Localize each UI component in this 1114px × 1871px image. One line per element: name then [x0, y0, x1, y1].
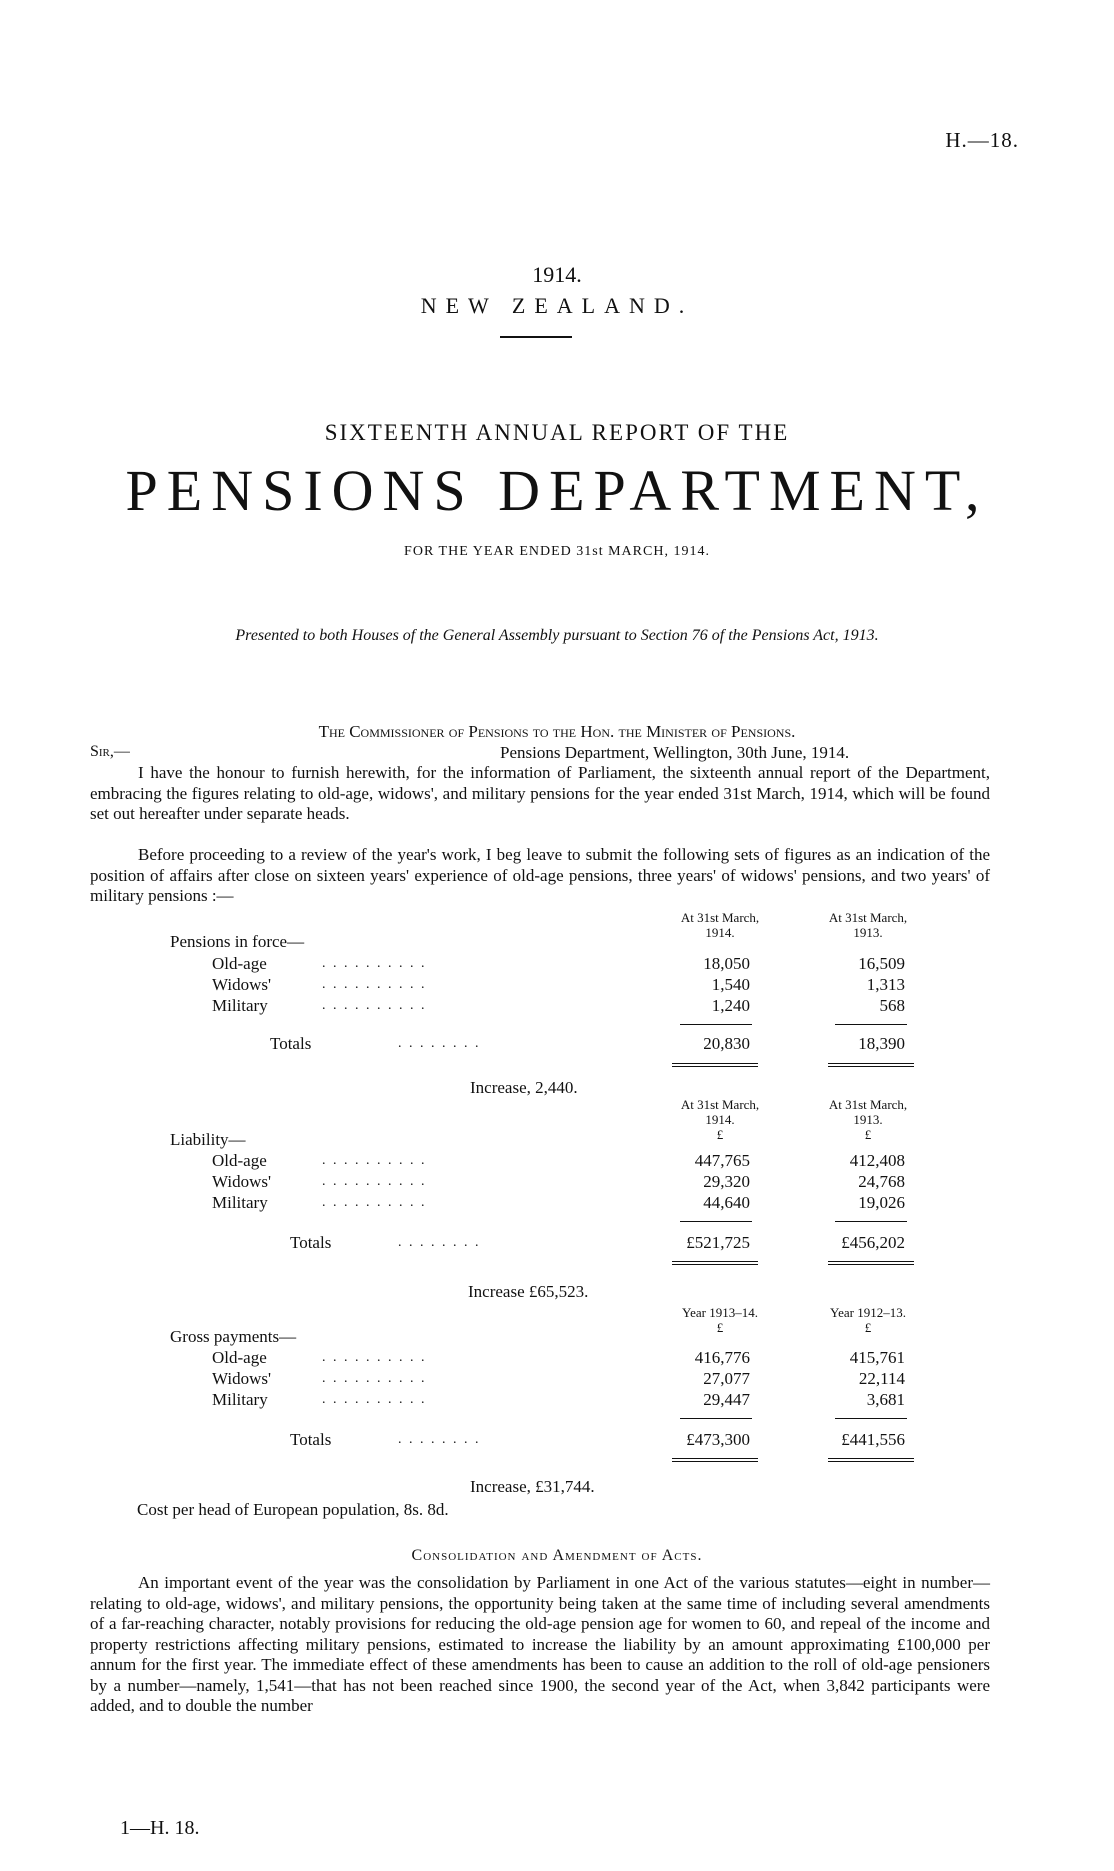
total-double-rule [672, 1458, 758, 1462]
increase-line: Increase, £31,744. [470, 1477, 595, 1496]
col-header-1914: At 31st March, 1914. £ [680, 1097, 760, 1142]
leader-dots: . . . . . . . . [398, 1036, 481, 1051]
row-label: Widows' [212, 1172, 272, 1191]
total-1912-13: £441,556 [841, 1430, 905, 1449]
total-double-rule [828, 1063, 914, 1067]
row-label: Military [212, 996, 268, 1015]
section-label: Pensions in force— [170, 932, 305, 951]
col-header-1914: At 31st March, 1914. [680, 910, 760, 940]
leader-dots: . . . . . . . . . . [322, 1174, 427, 1189]
leader-dots: . . . . . . . . [398, 1235, 481, 1250]
leader-dots: . . . . . . . . . . [322, 1350, 427, 1365]
row-label: Old-age [212, 1348, 267, 1367]
presented-line: Presented to both Houses of the General Assembly pursuant to Section 76 of the Pensions Act, 1913. [235, 627, 879, 644]
value-1914: 447,765 [694, 1151, 750, 1170]
value-1913: 19,026 [858, 1193, 905, 1212]
value-1913: 24,768 [858, 1172, 905, 1191]
title-rule [500, 336, 572, 338]
total-1913: £456,202 [841, 1233, 905, 1252]
row-label: Widows' [212, 1369, 272, 1388]
value-1913-14: 416,776 [694, 1348, 750, 1367]
subtotal-rule [680, 1418, 752, 1419]
subtotal-rule [835, 1221, 907, 1222]
dateline: Pensions Department, Wellington, 30th June, 1914. [500, 743, 850, 762]
leader-dots: . . . . . . . . . . [322, 1153, 427, 1168]
leader-dots: . . . . . . . . . . [322, 956, 427, 971]
document-reference: H.—18. [945, 128, 1019, 152]
row-label: Military [212, 1193, 268, 1212]
report-year: 1914. [532, 262, 582, 287]
subtotal-rule [835, 1024, 907, 1025]
country-name: NEW ZEALAND. [420, 293, 694, 318]
page-footer: 1—H. 18. [120, 1817, 200, 1839]
leader-dots: . . . . . . . . . . [322, 998, 427, 1013]
total-1913: 18,390 [858, 1034, 905, 1053]
totals-label: Totals [270, 1034, 312, 1053]
total-1914: 20,830 [703, 1034, 750, 1053]
total-1914: £521,725 [686, 1233, 750, 1252]
row-label: Old-age [212, 954, 267, 973]
year-ended-line: FOR THE YEAR ENDED 31st MARCH, 1914. [404, 544, 710, 559]
row-label: Old-age [212, 1151, 267, 1170]
increase-line: Increase, 2,440. [470, 1078, 578, 1097]
value-1914: 44,640 [703, 1193, 750, 1212]
value-1913: 568 [879, 996, 905, 1015]
department-title: PENSIONS DEPARTMENT, [125, 458, 989, 523]
col-header-1912-13: Year 1912–13. £ [830, 1305, 906, 1335]
value-1912-13: 415,761 [849, 1348, 905, 1367]
salutation: Sir,— [90, 743, 130, 760]
value-1914: 18,050 [703, 954, 750, 973]
subtotal-rule [835, 1418, 907, 1419]
value-1913: 412,408 [849, 1151, 905, 1170]
value-1913: 1,313 [866, 975, 905, 994]
consolidation-paragraph: An important event of the year was the consolidation by Parliament in one Act of the various statutes—eight in number—relating to old-age, widows', and military pensions, the opportunity being taken at the same time of including several amendments of a far-reaching character, notably provisions for reducing the old-age pension age for women to 60, and repeal of the income and property restrictions affecting military pensions, estimated to increase the liability by an amount approximating £100,000 per annum for the first year. The immediate effect of these amendments has been to cause an addition to the roll of old-age pensioners by a number—namely, 1,541—that has not been reached since 1900, the second year of the Act, when 3,842 participants were added, and to double the number [90, 1573, 990, 1715]
section-label: Gross payments— [170, 1327, 297, 1346]
row-label: Widows' [212, 975, 272, 994]
review-paragraph: Before proceeding to a review of the year's work, I beg leave to submit the following sets of figures as an indication of the position of affairs after close on sixteen years' experience of old-age pensions, three years' of widows' pensions, and two years' of military pensions :— [90, 845, 990, 905]
report-title: SIXTEENTH ANNUAL REPORT OF THE [324, 420, 790, 445]
value-1914: 29,320 [703, 1172, 750, 1191]
value-1912-13: 3,681 [866, 1390, 905, 1409]
total-double-rule [828, 1261, 914, 1265]
totals-label: Totals [290, 1430, 332, 1449]
leader-dots: . . . . . . . . . . [322, 1392, 427, 1407]
value-1913-14: 27,077 [703, 1369, 750, 1388]
value-1914: 1,240 [711, 996, 750, 1015]
value-1914: 1,540 [711, 975, 750, 994]
subtotal-rule [680, 1221, 752, 1222]
leader-dots: . . . . . . . . . . [322, 977, 427, 992]
leader-dots: . . . . . . . . . . [322, 1195, 427, 1210]
leader-dots: . . . . . . . . [398, 1432, 481, 1447]
col-header-1913: At 31st March, 1913. [828, 910, 908, 940]
total-double-rule [672, 1063, 758, 1067]
col-header-1913: At 31st March, 1913. £ [828, 1097, 908, 1142]
total-1913-14: £473,300 [686, 1430, 750, 1449]
section-label: Liability— [170, 1130, 246, 1149]
row-label: Military [212, 1390, 268, 1409]
value-1913: 16,509 [858, 954, 905, 973]
intro-paragraph: I have the honour to furnish herewith, for the information of Parliament, the sixteenth annual report of the Department, embracing the figures relating to old-age, widows', and military pensions for the year ended 31st March, 1914, which will be found set out hereafter under separate heads. [90, 763, 990, 823]
totals-label: Totals [290, 1233, 332, 1252]
total-double-rule [828, 1458, 914, 1462]
cost-per-head: Cost per head of European population, 8s. 8d. [137, 1500, 449, 1519]
leader-dots: . . . . . . . . . . [322, 1371, 427, 1386]
letter-address: The Commissioner of Pensions to the Hon. the Minister of Pensions. [318, 722, 796, 741]
section-heading: Consolidation and Amendment of Acts. [411, 1547, 703, 1564]
col-header-1913-14: Year 1913–14. £ [682, 1305, 758, 1335]
value-1912-13: 22,114 [858, 1369, 905, 1388]
increase-line: Increase £65,523. [468, 1282, 589, 1301]
value-1913-14: 29,447 [703, 1390, 750, 1409]
subtotal-rule [680, 1024, 752, 1025]
total-double-rule [672, 1261, 758, 1265]
